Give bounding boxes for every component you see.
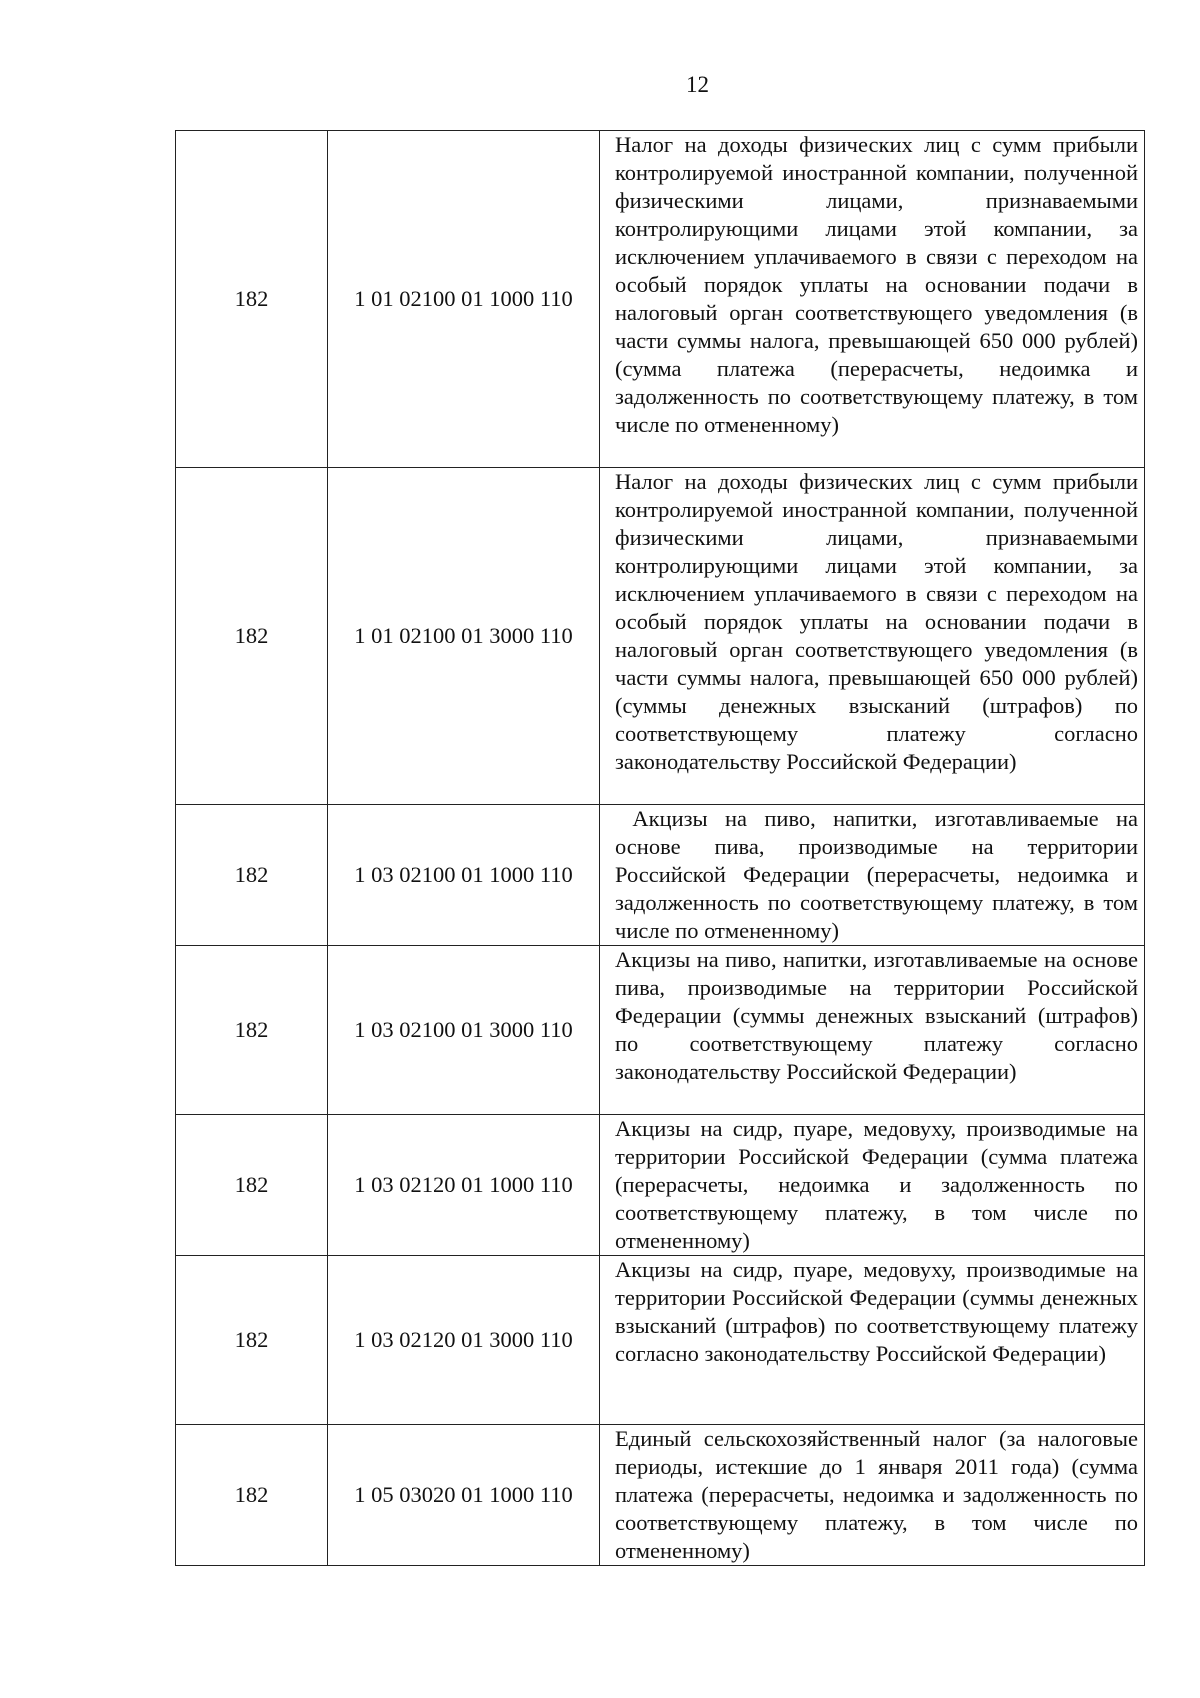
page-number: 12 bbox=[686, 72, 709, 97]
kbk-code-cell: 1 01 02100 01 1000 110 bbox=[328, 131, 600, 468]
kbk-code-cell: 1 03 02120 01 1000 110 bbox=[328, 1115, 600, 1256]
kbk-code-cell: 1 01 02100 01 3000 110 bbox=[328, 468, 600, 805]
table-row bbox=[176, 468, 1145, 805]
description-cell: Налог на доходы физических лиц с сумм прибыли контролируемой иностранной компании, полученной физическими лицами, признаваемыми контролирующими лицами этой компании, за исключением уплачиваемого в связи с переходом на особый порядок уплаты на основании подачи в налоговый орган соответствующего уведомления (в части суммы налога, превышающей 650 000 рублей) (сумма платежа (перерасчеты, недоимка и задолженность по соответствующему платежу, в том числе по отмененному) bbox=[600, 131, 1145, 468]
table-row bbox=[176, 131, 1145, 468]
table-row bbox=[176, 805, 1145, 946]
description-cell: Единый сельскохозяйственный налог (за налоговые периоды, истекшие до 1 января 2011 года) (сумма платежа (перерасчеты, недоимка и задолженность по соответствующему платежу, в том числе по отмененному) bbox=[600, 1425, 1145, 1566]
description-cell: Налог на доходы физических лиц с сумм прибыли контролируемой иностранной компании, полученной физическими лицами, признаваемыми контролирующими лицами этой компании, за исключением уплачиваемого в связи с переходом на особый порядок уплаты на основании подачи в налоговый орган соответствующего уведомления (в части суммы налога, превышающей 650 000 рублей) (суммы денежных взысканий (штрафов) по соответствующему платежу согласно законодательству Российской Федерации) bbox=[600, 468, 1145, 805]
admin-code-cell: 182 bbox=[176, 131, 328, 468]
budget-classification-table bbox=[175, 130, 1145, 1566]
admin-code-cell: 182 bbox=[176, 805, 328, 946]
kbk-code-cell: 1 03 02100 01 1000 110 bbox=[328, 805, 600, 946]
description-cell: Акцизы на пиво, напитки, изготавливаемые на основе пива, производимые на территории Российской Федерации (перерасчеты, недоимка и задолженность по соответствующему платежу, в том числе по отмененному) bbox=[600, 805, 1145, 946]
description-cell: Акцизы на сидр, пуаре, медовуху, производимые на территории Российской Федерации (суммы денежных взысканий (штрафов) по соответствующему платежу согласно законодательству Российской Федерации) bbox=[600, 1256, 1145, 1425]
kbk-code-cell: 1 03 02120 01 3000 110 bbox=[328, 1256, 600, 1425]
description-cell: Акцизы на пиво, напитки, изготавливаемые на основе пива, производимые на территории Российской Федерации (суммы денежных взысканий (штрафов) по соответствующему платежу согласно законодательству Российской Федерации) bbox=[600, 946, 1145, 1115]
admin-code-cell: 182 bbox=[176, 1425, 328, 1566]
kbk-code-cell: 1 03 02100 01 3000 110 bbox=[328, 946, 600, 1115]
admin-code-cell: 182 bbox=[176, 946, 328, 1115]
kbk-code-cell: 1 05 03020 01 1000 110 bbox=[328, 1425, 600, 1566]
admin-code-cell: 182 bbox=[176, 1115, 328, 1256]
table-row bbox=[176, 1115, 1145, 1256]
table-row bbox=[176, 1256, 1145, 1425]
admin-code-cell: 182 bbox=[176, 468, 328, 805]
table-row bbox=[176, 1425, 1145, 1566]
table-row bbox=[176, 946, 1145, 1115]
admin-code-cell: 182 bbox=[176, 1256, 328, 1425]
description-cell: Акцизы на сидр, пуаре, медовуху, производимые на территории Российской Федерации (сумма платежа (перерасчеты, недоимка и задолженность по соответствующему платежу, в том числе по отмененному) bbox=[600, 1115, 1145, 1256]
